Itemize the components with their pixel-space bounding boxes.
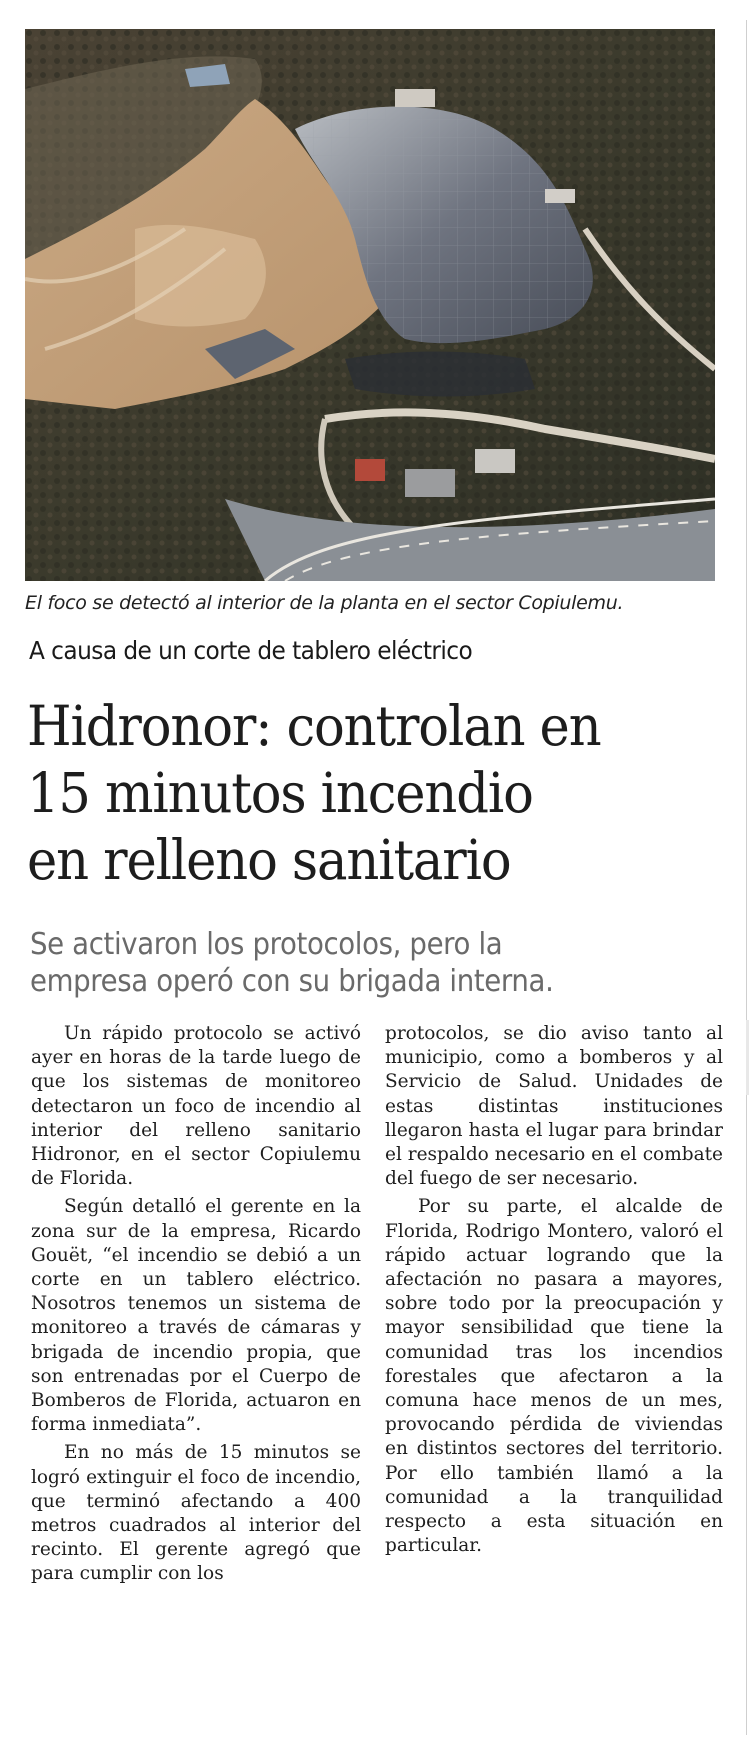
headline-line: Hidronor: controlan en bbox=[27, 694, 601, 758]
body-column-right bbox=[385, 1022, 723, 1558]
edge-mark bbox=[746, 1020, 749, 1095]
article-kicker: A causa de un corte de tablero eléctrico bbox=[29, 636, 473, 665]
page-edge-rule bbox=[746, 20, 747, 1735]
subtitle-line: Se activaron los protocolos, pero la bbox=[30, 927, 503, 962]
body-paragraph: Un rápido protocolo se activó ayer en horas de la tarde luego de que los sistemas de monitoreo detectaron un foco de incendio al interior del relleno sanitario Hidronor, en el sector Copiulemu de Florida. bbox=[31, 1023, 361, 1190]
body-column-left bbox=[31, 1022, 361, 1587]
aerial-landfill-photo bbox=[25, 29, 715, 581]
body-paragraph: Según detalló el gerente en la zona sur de la empresa, Ricardo Gouët, “el incendio se debió a un corte en un tablero eléctrico. Nosotros tenemos un sistema de monitoreo a través de cámaras y brigada de incendio propia, que son entrenadas por el Cuerpo de Bomberos de Florida, actuaron en forma inmediata”. bbox=[31, 1196, 361, 1436]
article-subtitle bbox=[30, 926, 729, 1000]
subtitle-line: empresa operó con su brigada interna. bbox=[30, 964, 554, 999]
photo-caption: El foco se detectó al interior de la planta en el sector Copiulemu. bbox=[25, 592, 624, 614]
body-paragraph: Por su parte, el alcalde de Florida, Rodrigo Montero, valoró el rápido actuar logrando que la afectación no pasara a mayores, sobre todo por la preocupación y mayor sensibilidad que tiene la comunidad tras los incendios forestales que afectaron a la comuna hace menos de un mes, provocando pérdida de viviendas en distintos sectores del territorio. Por ello también llamó a la comunidad a la tranquilidad respecto a esta situación en particular. bbox=[385, 1196, 723, 1557]
body-paragraph: protocolos, se dio aviso tanto al municipio, como a bomberos y al Servicio de Salud. Unidades de estas distintas instituciones llegaron hasta el lugar para brindar el respaldo necesario en el combate del fuego de ser necesario. bbox=[385, 1023, 723, 1190]
headline-line: en relleno sanitario bbox=[27, 828, 511, 892]
headline-line: 15 minutos incendio bbox=[27, 761, 533, 825]
article-headline bbox=[27, 693, 734, 894]
body-paragraph: En no más de 15 minutos se logró extinguir el foco de incendio, que terminó afectando a 400 metros cuadrados al interior del recinto. El gerente agregó que para cumplir con los bbox=[31, 1442, 361, 1585]
